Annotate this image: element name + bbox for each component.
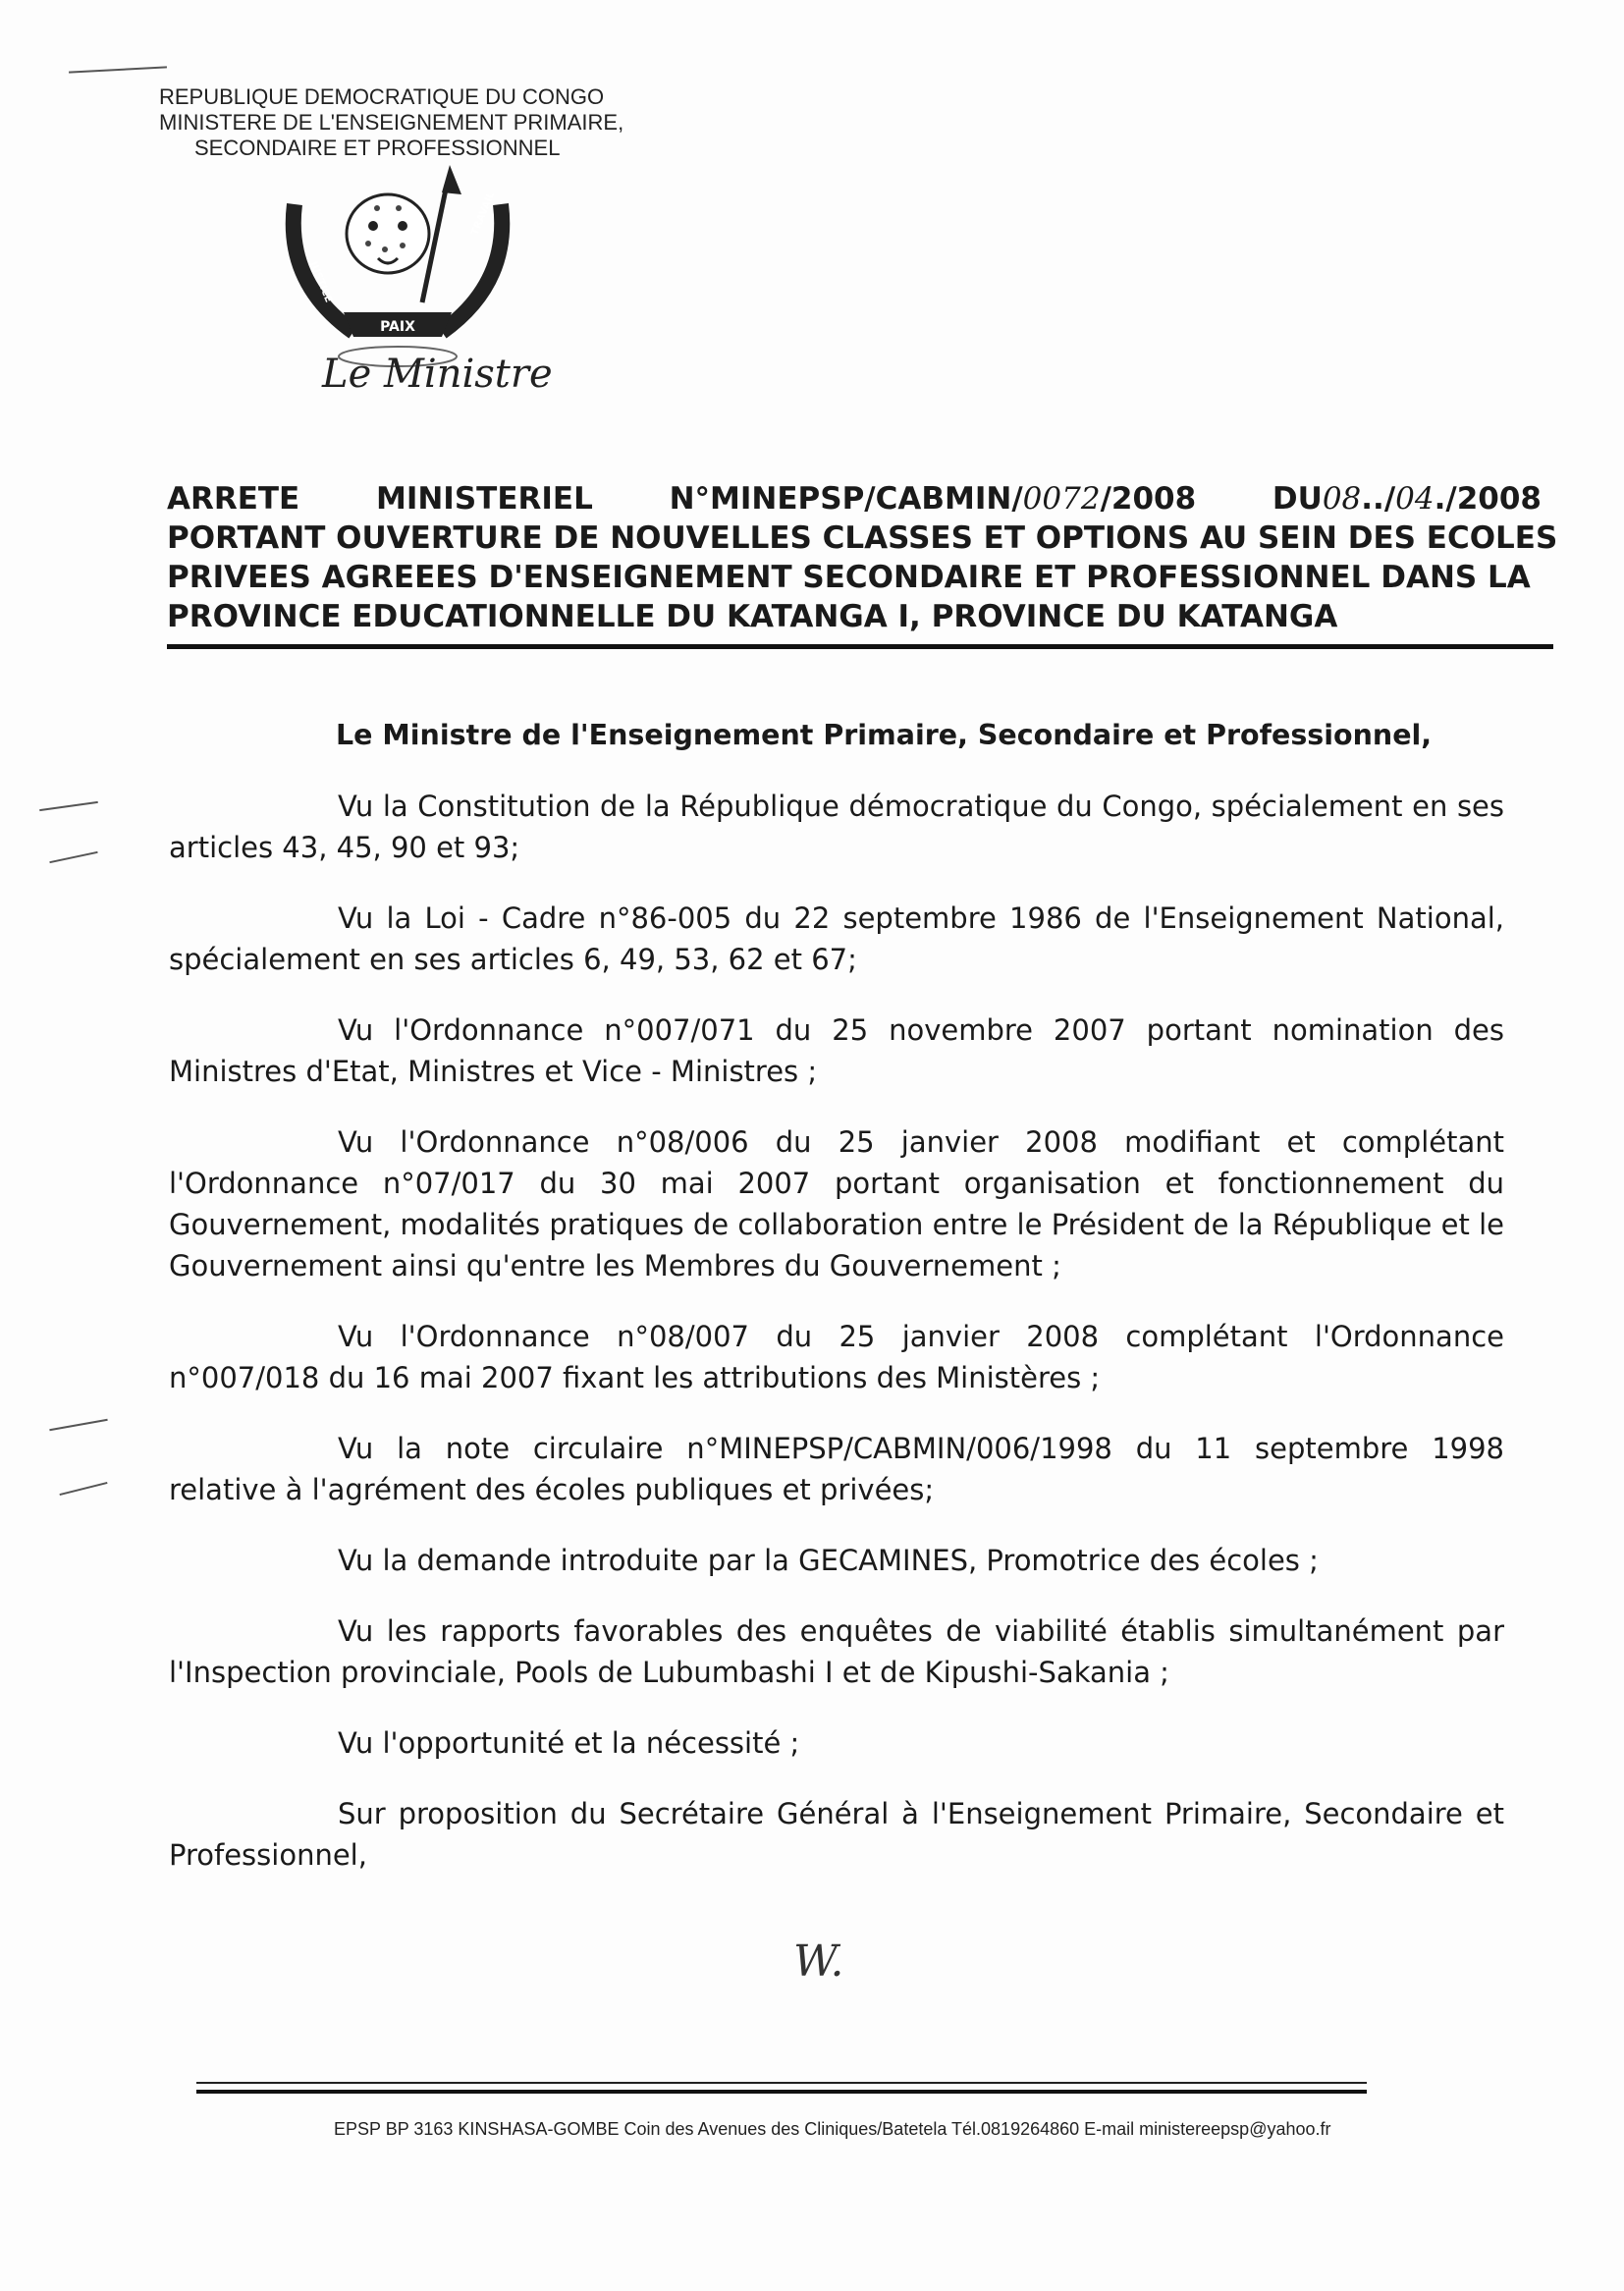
scan-mark xyxy=(60,1482,108,1496)
recital-constitution: Vu la Constitution de la République démocratique du Congo, spécialement en ses articles 43, 45, 90 et 93; xyxy=(169,790,1504,864)
title-word-ministeriel: MINISTERIEL xyxy=(375,481,593,517)
emblem-motto-left: JUSTICE xyxy=(307,260,334,304)
decree-title-line1 xyxy=(167,479,1542,518)
minister-label: Le Ministre xyxy=(322,352,553,397)
recital-ordonnance-attributions: Vu l'Ordonnance n°08/007 du 25 janvier 2008 complétant l'Ordonnance n°007/018 du 16 mai 2007 fixant les attributions des Ministères ; xyxy=(169,1320,1504,1394)
recital-proposition: Sur proposition du Secrétaire Général à l'Enseignement Primaire, Secondaire et Professionnel, xyxy=(169,1797,1504,1872)
scan-mark xyxy=(49,1419,107,1431)
decree-date-day-handwritten: 08 xyxy=(1322,481,1362,517)
decree-body xyxy=(169,715,1504,1905)
decree-date-month-handwritten: 04 xyxy=(1395,481,1435,517)
recital-note-circulaire: Vu la note circulaire n°MINEPSP/CABMIN/006/1998 du 11 septembre 1998 relative à l'agrément des écoles publiques et privées; xyxy=(169,1432,1504,1506)
title-underline xyxy=(167,644,1553,649)
decree-title-line4: PROVINCE EDUCATIONNELLE DU KATANGA I, PROVINCE DU KATANGA xyxy=(167,599,1338,634)
letterhead xyxy=(159,84,623,161)
body-intro: Le Ministre de l'Enseignement Primaire, Secondaire et Professionnel, xyxy=(336,719,1433,751)
coat-of-arms-icon xyxy=(275,165,520,371)
title-word-arrete: ARRETE xyxy=(167,481,300,517)
recital-loi-cadre: Vu la Loi - Cadre n°86-005 du 22 septembre 1986 de l'Enseignement National, spécialement en ses articles 6, 49, 53, 62 et 67; xyxy=(169,901,1504,976)
scan-mark xyxy=(39,801,98,811)
decree-title xyxy=(167,479,1558,636)
footer-rule-thick xyxy=(196,2090,1367,2094)
footer-address: EPSP BP 3163 KINSHASA-GOMBE Coin des Avenues des Cliniques/Batetela Tél.0819264860 E-mail ministereepsp@yahoo.fr xyxy=(334,2119,1331,2139)
scan-mark xyxy=(49,851,97,863)
letterhead-ministry: MINISTERE DE L'ENSEIGNEMENT PRIMAIRE, xyxy=(159,110,624,135)
letterhead-country: REPUBLIQUE DEMOCRATIQUE DU CONGO xyxy=(159,84,605,109)
emblem-motto-right: TRAVAIL xyxy=(469,190,498,238)
handwritten-initials: W. xyxy=(793,1936,844,1987)
decree-number: N°MINEPSP/CABMIN/0072/2008 xyxy=(669,481,1197,517)
decree-title-line2: PORTANT OUVERTURE DE NOUVELLES CLASSES ET OPTIONS AU SEIN DES ECOLES xyxy=(167,520,1558,556)
recital-demande: Vu la demande introduite par la GECAMINES, Promotrice des écoles ; xyxy=(338,1544,1319,1577)
recital-rapports: Vu les rapports favorables des enquêtes de viabilité établis simultanément par l'Inspection provinciale, Pools de Lubumbashi I et de Kipushi-Sakania ; xyxy=(169,1614,1504,1689)
letterhead-ministry-cont: SECONDAIRE ET PROFESSIONNEL xyxy=(194,136,561,160)
recital-ordonnance-nomination: Vu l'Ordonnance n°007/071 du 25 novembre 2007 portant nomination des Ministres d'Etat, Ministres et Vice - Ministres ; xyxy=(169,1013,1504,1088)
scan-mark xyxy=(69,66,167,73)
emblem-motto-center: PAIX xyxy=(380,319,415,335)
decree-title-line3: PRIVEES AGREEES D'ENSEIGNEMENT SECONDAIRE ET PROFESSIONNEL DANS LA xyxy=(167,560,1531,595)
decree-date: DU08../04./2008 xyxy=(1272,481,1542,517)
decree-number-handwritten: 0072 xyxy=(1022,481,1101,517)
footer-rule-thin xyxy=(196,2082,1367,2084)
recital-ordonnance-organisation: Vu l'Ordonnance n°08/006 du 25 janvier 2008 modifiant et complétant l'Ordonnance n°07/017 du 30 mai 2007 portant organisation et fonctionnement du Gouvernement, modalités pratiques de collaboration entre le Président de la République et le Gouvernement ainsi qu'entre les Membres du Gouvernement ; xyxy=(169,1125,1504,1282)
recital-opportunite: Vu l'opportunité et la nécessité ; xyxy=(338,1726,800,1760)
